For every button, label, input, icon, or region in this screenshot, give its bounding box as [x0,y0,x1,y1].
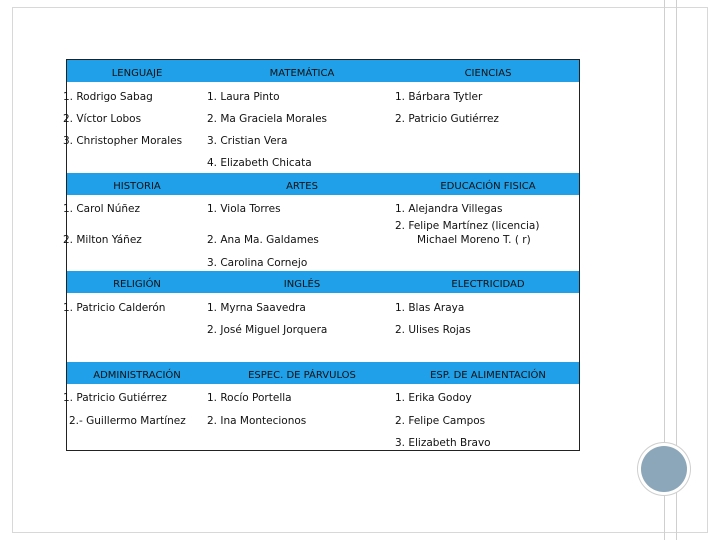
list-item: 3. Cristian Vera [207,135,288,147]
list-item: 1. Carol Núñez [63,203,141,215]
header-espec-parvulos: ESPEC. DE PÁRVULOS [207,362,397,384]
list-item: 1. Patricio Calderón [63,302,166,314]
list-item: 4. Elizabeth Chicata [207,157,312,169]
header-ingles: INGLÉS [207,271,397,293]
list-item: 2. Ma Graciela Morales [207,113,327,125]
list-item: 1. Erika Godoy [395,392,472,404]
header-electricidad: ELECTRICIDAD [397,271,579,293]
header-historia: HISTORIA [67,173,207,195]
list-item: 1. Rocío Portella [207,392,292,404]
list-item: 2. Víctor Lobos [63,113,142,125]
list-item: 2. Felipe Martínez (licencia) [395,220,540,232]
list-item: 1. Viola Torres [207,203,281,215]
list-item: 1. Bárbara Tytler [395,91,483,103]
list-item: 2. Patricio Gutiérrez [395,113,499,125]
decorative-circle [641,446,687,492]
list-item: 1. Myrna Saavedra [207,302,306,314]
header-educacion-fisica: EDUCACIÓN FISICA [397,173,579,195]
list-item: Michael Moreno T. ( r) [417,234,531,246]
list-item: 3. Carolina Cornejo [207,257,308,269]
list-item: 2. José Miguel Jorquera [207,324,328,336]
list-item: 2. Ana Ma. Galdames [207,234,319,246]
header-esp-alimentacion: ESP. DE ALIMENTACIÓN [397,362,579,384]
list-item: 2. Felipe Campos [395,415,486,427]
list-item: 2. Milton Yáñez [63,234,142,246]
list-item: 2. Ulises Rojas [395,324,471,336]
list-item: 1. Rodrigo Sabag [63,91,153,103]
header-lenguaje: LENGUAJE [67,60,207,82]
header-religion: RELIGIÓN [67,271,207,293]
header-ciencias: CIENCIAS [397,60,579,82]
list-item: 1. Blas Araya [395,302,465,314]
list-item: 1. Alejandra Villegas [395,203,503,215]
header-artes: ARTES [207,173,397,195]
list-item: 2.- Guillermo Martínez [69,415,186,427]
header-matematica: MATEMÁTICA [207,60,397,82]
teachers-table [63,59,580,451]
header-administracion: ADMINISTRACIÓN [67,362,207,384]
list-item: 3. Elizabeth Bravo [395,437,491,449]
list-item: 1. Laura Pinto [207,91,280,103]
list-item: 3. Christopher Morales [63,135,183,147]
list-item: 1. Patricio Gutiérrez [63,392,167,404]
list-item: 2. Ina Montecionos [207,415,307,427]
